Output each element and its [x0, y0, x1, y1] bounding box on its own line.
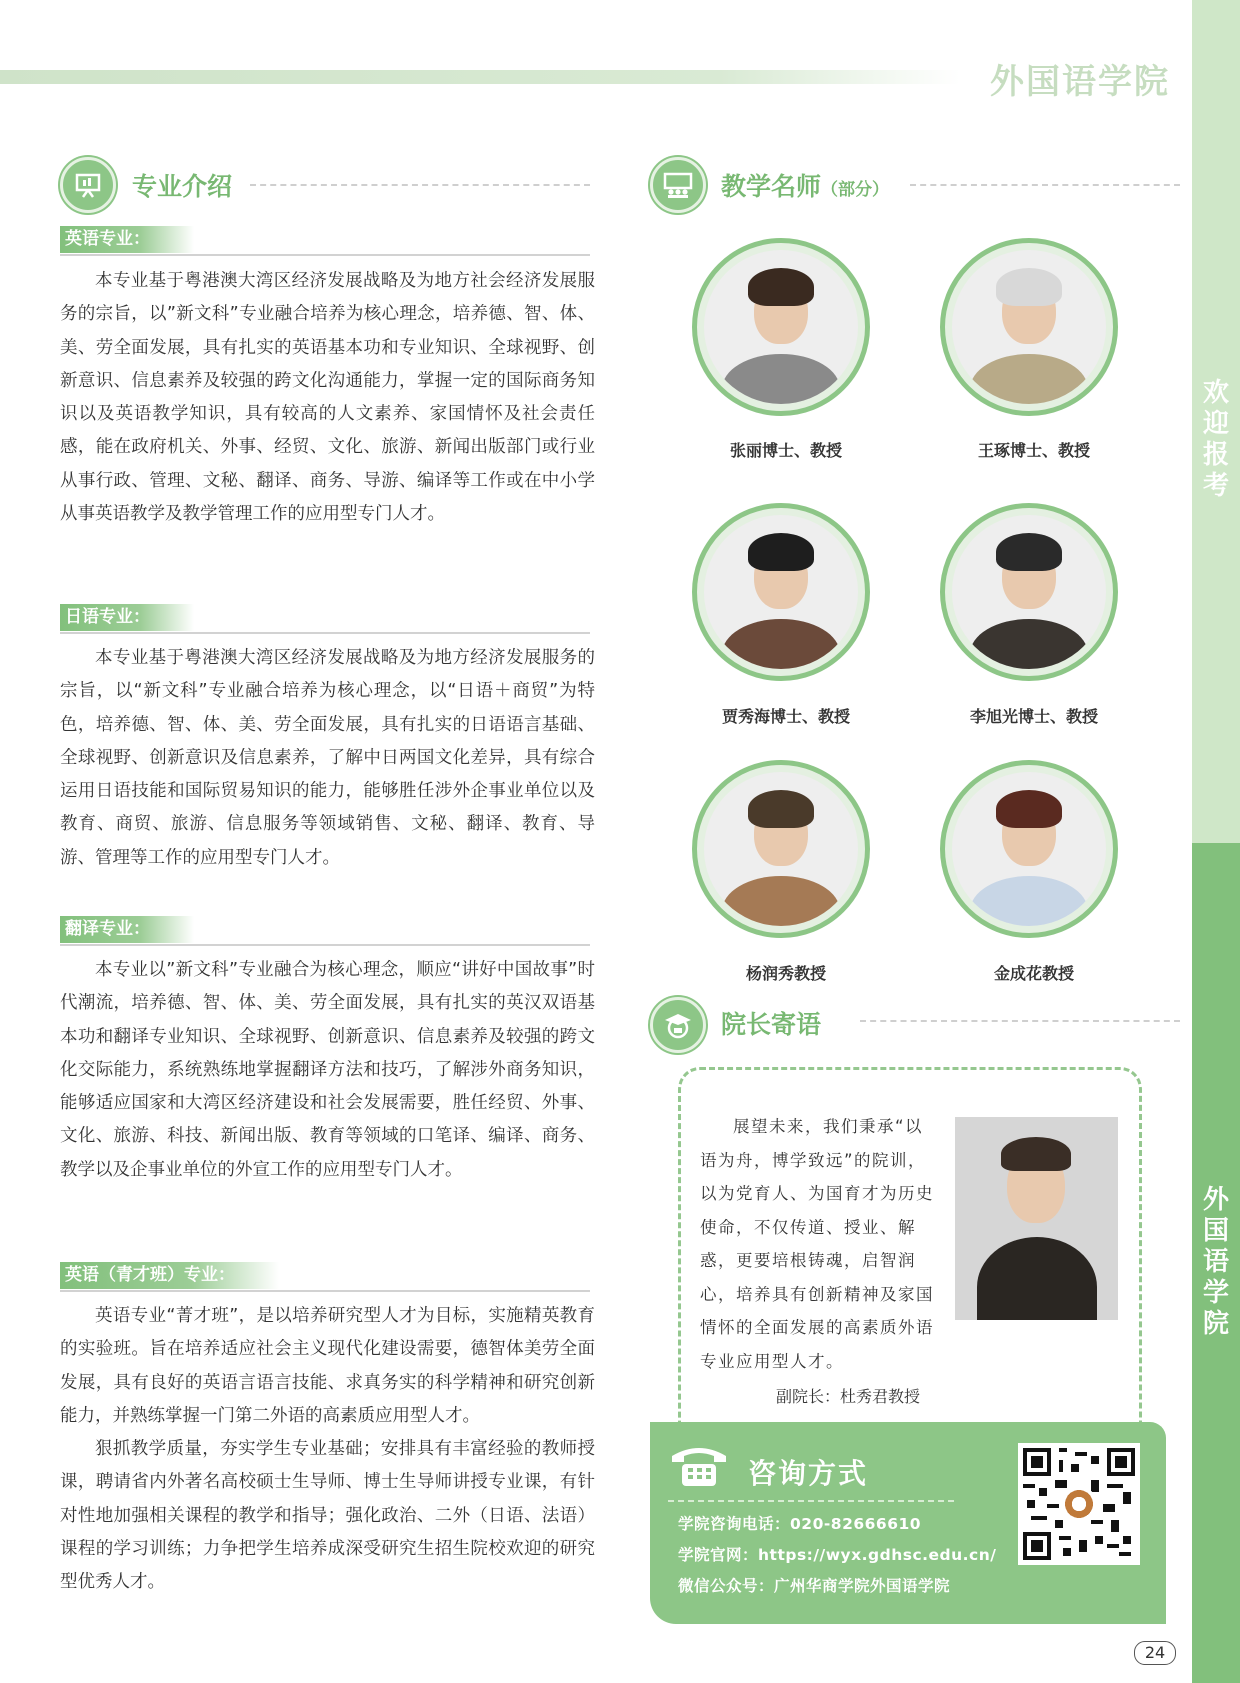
page-number: 24: [1134, 1641, 1176, 1665]
dean-message: [700, 1110, 940, 1378]
paragraph: 英语专业“菁才班”，是以培养研究型人才为目标，实施精英教育的实验班。旨在培养适应社会主义现代化建设需要，德智体美劳全面发展，具有良好的英语言语言技能、求真务实的科学精神和研究创新能力，并熟练掌握一门第二外语的高素质应用型人才。: [60, 1306, 595, 1426]
divider: [60, 254, 590, 256]
contact-title: 咨询方式: [748, 1457, 869, 1490]
dean-title: 院长寄语: [721, 1010, 822, 1039]
divider: [60, 1290, 590, 1292]
presentation-icon: [60, 157, 116, 213]
teacher-portrait: [940, 760, 1118, 938]
side-tab-bottom-label: 外 国 语 学 院: [1202, 1185, 1229, 1339]
teachers-icon: [650, 157, 706, 213]
qr-code: [1018, 1443, 1140, 1565]
major-text-elite: [60, 1300, 595, 1600]
major-label-elite: 英语（青才班）专业：: [60, 1262, 279, 1289]
dean-signature: 副院长：杜秀君教授: [776, 1387, 921, 1406]
contact-website[interactable]: 学院官网：https://wyx.gdhsc.edu.cn/: [678, 1546, 997, 1564]
contact-phone: 学院咨询电话：020-82666610: [678, 1515, 922, 1533]
teacher-portrait: [692, 503, 870, 681]
paragraph: 本专业基于粤港澳大湾区经济发展战略及为地方社会经济发展服务的宗旨，以”新文科”专业融合培养为核心理念，培养德、智、体、美、劳全面发展，具有扎实的英语基本功和专业知识、全球视野、创新意识、信息素养及较强的跨文化沟通能力，掌握一定的国际商务知识以及英语教学知识，具有较高的人文素养、家国情怀及社会责任感，能在政府机关、外事、经贸、文化、旅游、新闻出版部门或行业从事行政、管理、文秘、翻译、商务、导游、编译等工作或在中小学从事英语教学及教学管理工作的应用型专门人才。: [60, 271, 595, 525]
teacher-name: 李旭光博士、教授: [969, 707, 1098, 726]
teachers-title-text: 教学名师: [721, 172, 822, 201]
teacher-portrait: [940, 503, 1118, 681]
college-title: 外国语学院: [990, 62, 1170, 102]
teacher-portrait: [692, 760, 870, 938]
divider: [250, 184, 590, 186]
teacher-name: 张丽博士、教授: [729, 441, 842, 460]
contact-wechat: 微信公众号：广州华商学院外国语学院: [678, 1577, 951, 1595]
teacher-portrait: [940, 238, 1118, 416]
divider: [60, 632, 590, 634]
paragraph: 本专业以”新文科”专业融合为核心理念，顺应“讲好中国故事”时代潮流，培养德、智、体、美、劳全面发展，具有扎实的英汉双语基本功和翻译专业知识、全球视野、创新意识、信息素养及较强的跨文化交际能力，系统熟练地掌握翻译方法和技巧，了解涉外商务知识，能够适应国家和大湾区经济建设和社会发展需要，胜任经贸、外事、文化、旅游、科技、新闻出版、教育等领域的口笔译、编译、商务、教学以及企事业单位的外宣工作的应用型专门人才。: [60, 960, 595, 1180]
divider: [860, 1020, 1180, 1022]
divider: [668, 1500, 954, 1502]
graduation-cap-icon: [650, 997, 706, 1053]
teachers-title: [721, 167, 889, 203]
teacher-name: 王琢博士、教授: [977, 441, 1090, 460]
teacher-name: 金成花教授: [993, 964, 1074, 983]
teachers-title-note: （部分）: [821, 180, 890, 200]
divider: [910, 184, 1180, 186]
teacher-name: 贾秀海博士、教授: [721, 707, 850, 726]
major-text-japanese: [60, 642, 595, 875]
phone-icon: [668, 1440, 730, 1492]
major-label-japanese: 日语专业：: [60, 604, 194, 631]
divider: [60, 944, 590, 946]
teacher-name: 杨润秀教授: [745, 964, 826, 983]
teacher-portrait: [692, 238, 870, 416]
major-text-translation: [60, 954, 595, 1187]
dean-message-text: 展望未来，我们秉承“以语为舟，博学致远”的院训，以为党育人、为国育才为历史使命，不仅传道、授业、解惑，更要培根铸魂，启智润心，培养具有创新精神及家国情怀的全面发展的高素质外语专业应用型人才。: [700, 1117, 934, 1371]
side-tab: [1192, 0, 1240, 1683]
major-label-translation: 翻译专业：: [60, 916, 194, 943]
major-text-english: [60, 265, 595, 531]
intro-title: 专业介绍: [132, 172, 233, 201]
dean-photo: [955, 1117, 1118, 1320]
paragraph: 本专业基于粤港澳大湾区经济发展战略及为地方经济发展服务的宗旨，以“新文科”专业融合培养为核心理念，以“日语＋商贸”为特色，培养德、智、体、美、劳全面发展，具有扎实的日语语言基础、全球视野、创新意识及信息素养，了解中日两国文化差异，具有综合运用日语技能和国际贸易知识的能力，能够胜任涉外企事业单位以及教育、商贸、旅游、信息服务等领域销售、文秘、翻译、教育、导游、管理等工作的应用型专门人才。: [60, 648, 595, 868]
major-label-english: 英语专业：: [60, 226, 194, 253]
header-bar: [0, 70, 960, 84]
paragraph: 狠抓教学质量，夯实学生专业基础；安排具有丰富经验的教师授课，聘请省内外著名高校硕士生导师、博士生导师讲授专业课，有针对性地加强相关课程的教学和指导；强化政治、二外（日语、法语）课程的学习训练；力争把学生培养成深受研究生招生院校欢迎的研究型优秀人才。: [60, 1439, 595, 1593]
side-tab-top-label: 欢 迎 报 考: [1202, 378, 1229, 501]
